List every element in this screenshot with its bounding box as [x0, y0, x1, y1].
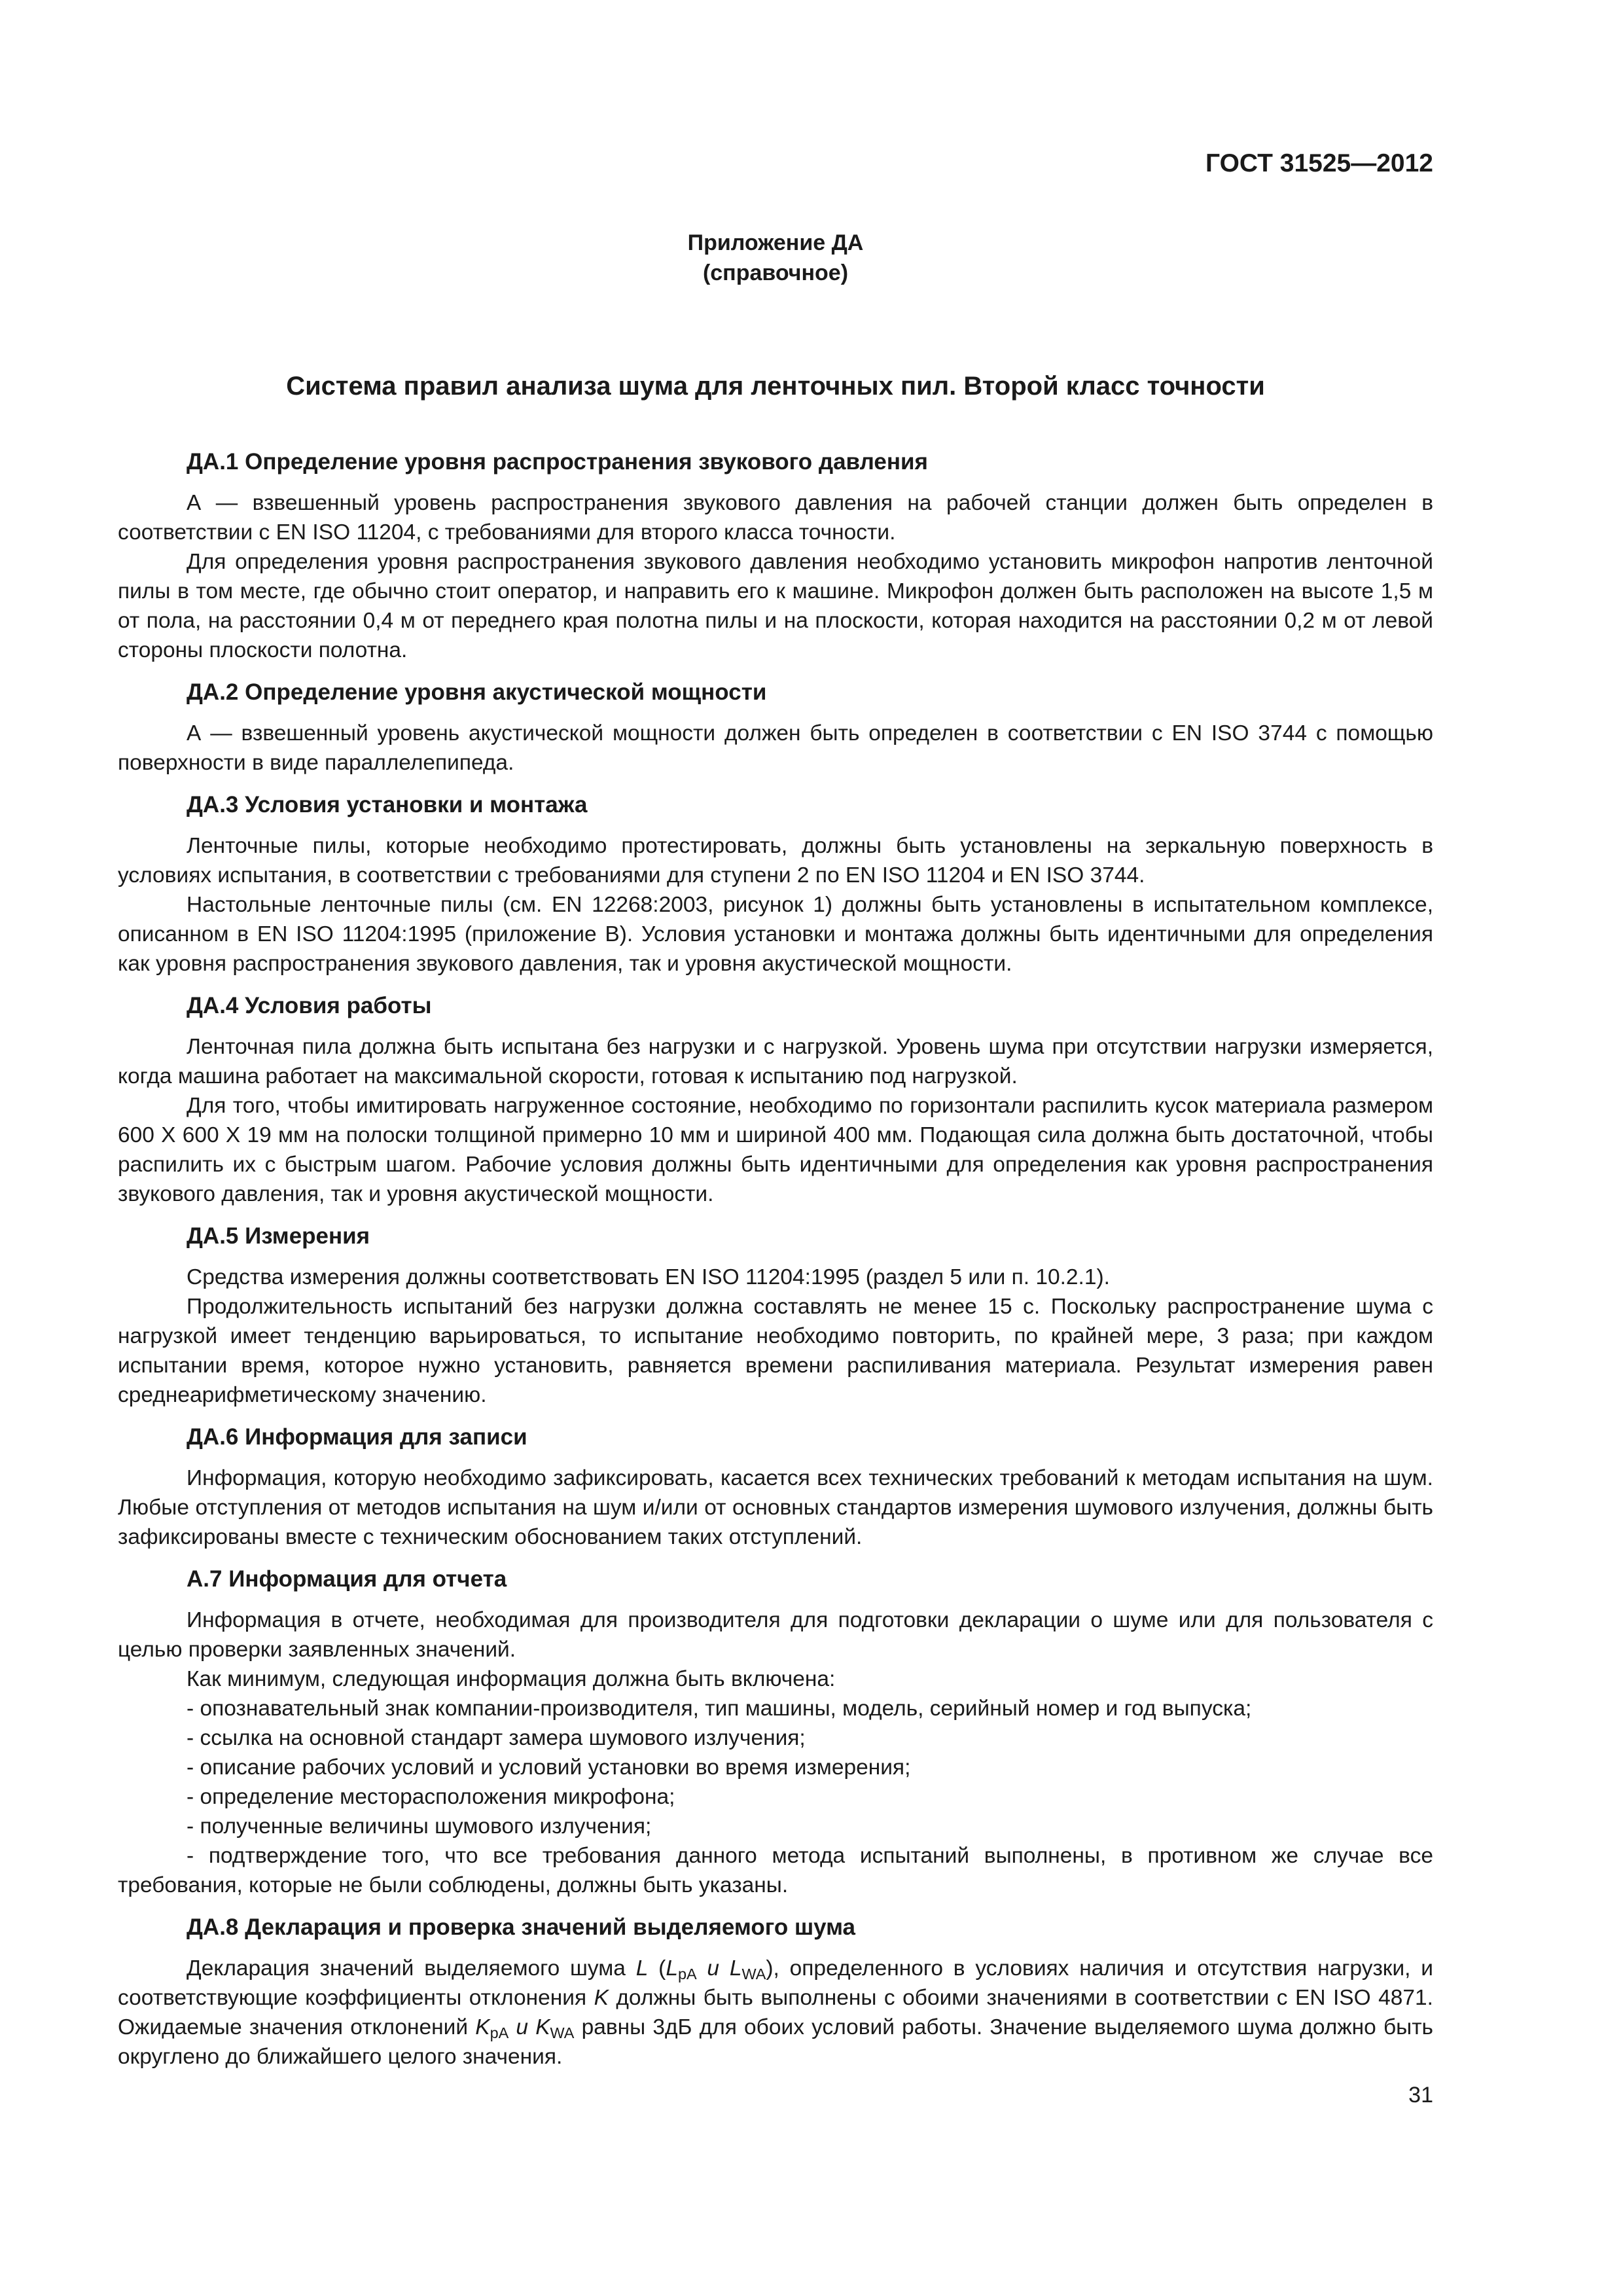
report-info-list: [118, 1694, 1433, 1900]
section-da1: [118, 446, 1433, 665]
section-a7: [118, 1564, 1433, 1900]
section-da4: [118, 990, 1433, 1209]
paragraph: А — взвешенный уровень акустической мощности должен быть определен в соответствии с EN ISO 3744 с помощью поверхности в виде параллелепипеда.: [118, 721, 1433, 775]
list-item: - описание рабочих условий и условий установки во время измерения;: [118, 1753, 1433, 1782]
section-da2: [118, 677, 1433, 778]
paragraph: Информация, которую необходимо зафиксировать, касается всех технических требований к методам испытания на шум. Любые отступления от методов испытания на шум и/или от основных стандартов измерения шумового излучения, должны быть зафиксированы вместе с техническим обоснованием таких отступлений.: [118, 1466, 1433, 1549]
appendix-header: [118, 228, 1433, 288]
paragraph: Для определения уровня распространения звукового давления необходимо установить микрофон напротив ленточной пилы в том месте, где обычно стоит оператор, и направить его к машине. Микрофон должен быть расположен на высоте 1,5 м от пола, на расстоянии 0,4 м от переднего края полотна пилы и на плоскости, которая находится на расстоянии 0,2 м от левой стороны плоскости полотна.: [118, 550, 1433, 662]
section-heading: ДА.4 Условия работы: [187, 993, 432, 1018]
document-page: [118, 0, 1433, 2296]
paragraph: Ленточные пилы, которые необходимо протестировать, должны быть установлены на зеркальную поверхность в условиях испытания, в соответствии с требованиями для ступени 2 по EN ISO 11204 и EN ISO 3744.: [118, 834, 1433, 888]
paragraph: Ленточная пила должна быть испытана без нагрузки и с нагрузкой. Уровень шума при отсутствии нагрузки измеряется, когда машина работает на максимальной скорости, готовая к испытанию под нагрузкой.: [118, 1035, 1433, 1088]
document-code: ГОСТ 31525—2012: [1205, 149, 1433, 177]
section-da3: [118, 789, 1433, 978]
section-heading: ДА.2 Определение уровня акустической мощности: [187, 679, 767, 705]
subscript-pa: pA: [677, 1965, 697, 1982]
list-item: - подтверждение того, что все требования данного метода испытаний выполнены, в противном же случае все требования, которые не были соблюдены, должны быть указаны.: [118, 1841, 1433, 1900]
subscript-wa: WA: [550, 2024, 575, 2041]
paragraph: Продолжительность испытаний без нагрузки должна составлять не менее 15 с. Поскольку распространение шума с нагрузкой имеет тенденцию варьироваться, то испытание необходимо повторить, по крайней мере, 3 раза; при каждом испытании время, которое нужно установить, равняется времени распиливания материала. Результат измерения равен среднеарифметическому значению.: [118, 1295, 1433, 1407]
text-run: Декларация значений выделяемого шума: [187, 1956, 636, 1981]
section-da6: [118, 1422, 1433, 1552]
appendix-type: (справочное): [702, 260, 849, 285]
text-run: равны 3дБ для обоих условий работы. Значение выделяемого шума должно быть округлено до ближайшего целого значения.: [118, 2015, 1434, 2069]
text-run: ), определенного в условиях наличия и отсутствия нагрузки, и соответствующие коэффициенты отклонения: [118, 1956, 1433, 2010]
paragraph: Как минимум, следующая информация должна быть включена:: [187, 1667, 836, 1691]
paragraph: Настольные ленточные пилы (см. EN 12268:2003, рисунок 1) должны быть установлены в испытательном комплексе, описанном в EN ISO 11204:1995 (приложение В). Условия установки и монтажа должны быть идентичными для определения как уровня распространения звукового давления, так и уровня акустической мощности.: [118, 893, 1433, 976]
section-heading: ДА.3 Условия установки и монтажа: [187, 792, 588, 817]
section-heading: ДА.5 Измерения: [187, 1223, 370, 1249]
subscript-wa: WA: [741, 1965, 766, 1982]
text-run: (: [648, 1956, 666, 1981]
paragraph: Информация в отчете, необходимая для производителя для подготовки декларации о шуме или для пользователя с целью проверки заявленных значений.: [118, 1608, 1433, 1662]
text-run: и: [696, 1956, 730, 1981]
text-run: и: [508, 2015, 536, 2039]
document-title: Система правил анализа шума для ленточных пил. Второй класс точности: [286, 372, 1265, 401]
declaration-paragraph: [118, 1954, 1433, 2072]
page-number: 31: [1408, 2083, 1433, 2108]
symbol-Kp: K: [475, 2015, 490, 2039]
symbol-L: L: [635, 1956, 649, 1981]
paragraph: Средства измерения должны соответствовать EN ISO 11204:1995 (раздел 5 или п. 10.2.1).: [187, 1265, 1110, 1289]
section-heading: ДА.6 Информация для записи: [187, 1424, 527, 1450]
list-item: - полученные величины шумового излучения;: [118, 1812, 1433, 1841]
section-heading: А.7 Информация для отчета: [187, 1566, 507, 1592]
document-body: [118, 446, 1433, 2072]
symbol-Lp: L: [666, 1956, 678, 1981]
section-heading: ДА.8 Декларация и проверка значений выделяемого шума: [187, 1914, 856, 1940]
list-item: - определение месторасположения микрофона;: [118, 1782, 1433, 1812]
subscript-pa: pA: [490, 2024, 509, 2041]
text-run: должны быть выполнены с обоими значениями в соответствии с EN ISO 4871. Ожидаемые значения отклонений: [118, 1986, 1433, 2039]
symbol-K: K: [594, 1986, 609, 2010]
symbol-Lw: L: [729, 1956, 742, 1981]
section-heading: ДА.1 Определение уровня распространения звукового давления: [187, 449, 928, 475]
paragraph: А — взвешенный уровень распространения звукового давления на рабочей станции должен быть определен в соответствии с EN ISO 11204, с требованиями для второго класса точности.: [118, 491, 1433, 545]
appendix-title: Приложение ДА: [687, 230, 864, 255]
list-item: - ссылка на основной стандарт замера шумового излучения;: [118, 1723, 1433, 1753]
section-da5: [118, 1221, 1433, 1410]
paragraph: Для того, чтобы имитировать нагруженное состояние, необходимо по горизонтали распилить кусок материала размером 600 X 600 X 19 мм на полоски толщиной примерно 10 мм и шириной 400 мм. Подающая сила должна быть достаточной, чтобы распилить их с быстрым шагом. Рабочие условия должны быть идентичными для определения как уровня распространения звукового давления, так и уровня акустической мощности.: [118, 1094, 1433, 1206]
list-item: - опознавательный знак компании-производителя, тип машины, модель, серийный номер и год выпуска;: [118, 1694, 1433, 1723]
symbol-Kw: K: [535, 2015, 550, 2039]
section-da8: [118, 1912, 1433, 2072]
